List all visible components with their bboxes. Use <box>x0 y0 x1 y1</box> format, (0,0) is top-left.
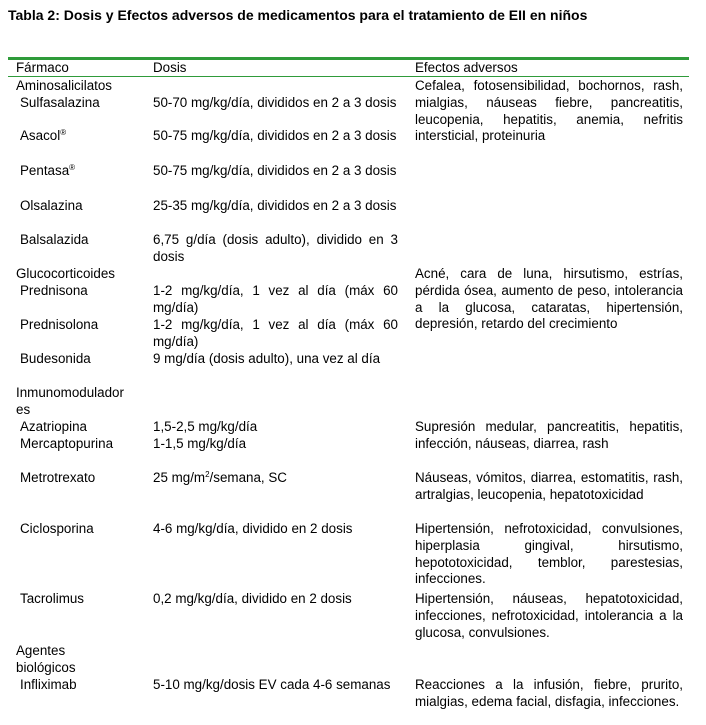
group-glucocorticoides: Glucocorticoides <box>16 266 115 281</box>
drug-dose: 6,75 g/día (dosis adulto), dividido en 3 dosis <box>153 232 398 264</box>
drug-effects: Reacciones a la infusión, fiebre, prurito, mialgias, edema facial, disfagia, infecciones. <box>415 677 683 709</box>
group-biologicos: Agentes biológicos <box>16 643 76 675</box>
drug-name: Budesonida <box>20 351 91 366</box>
drug-name: Infliximab <box>20 677 77 692</box>
drug-effects: Náuseas, vómitos, diarrea, estomatitis, rash, artralgias, leucopenia, hepatotoxicidad <box>415 470 683 502</box>
drug-dose: 9 mg/día (dosis adulto), una vez al día <box>153 351 381 366</box>
drug-name: Balsalazida <box>20 232 89 247</box>
drug-name: Mercaptopurina <box>20 436 114 451</box>
drug-dose: 0,2 mg/kg/día, dividido en 2 dosis <box>153 591 352 606</box>
effects-glucocorticoides: Acné, cara de luna, hirsutismo, estrías, pérdida ósea, aumento de peso, intolerancia a la glucosa, cataratas, hipertensión, depresión, retardo del crecimiento <box>415 266 683 332</box>
drug-dose: 50-70 mg/kg/día, divididos en 2 a 3 dosis <box>153 95 397 110</box>
drug-name: Prednisolona <box>20 317 99 332</box>
drug-effects: Hipertensión, náuseas, hepatotoxicidad, infecciones, nefrotoxicidad, intolerancia a la glucosa, convulsiones. <box>415 591 683 640</box>
table-top-rule <box>8 57 689 60</box>
drug-dose: 50-75 mg/kg/día, divididos en 2 a 3 dosis <box>153 128 397 143</box>
header-dose: Dosis <box>153 60 187 75</box>
registered-mark: ® <box>69 163 76 172</box>
header-drug: Fármaco <box>16 60 69 75</box>
drug-name: Ciclosporina <box>20 521 94 536</box>
drug-dose: 1-2 mg/kg/día, 1 vez al día (máx 60 mg/día) <box>153 283 398 315</box>
drug-effects: Hipertensión, nefrotoxicidad, convulsiones, hiperplasia gingival, hirsutismo, hepototoxicidad, temblor, parestesias, infecciones. <box>415 521 683 587</box>
drug-name: Pentasa® <box>20 163 76 178</box>
drug-dose: 1-2 mg/kg/día, 1 vez al día (máx 60 mg/día) <box>153 317 398 349</box>
effects-thiopurines: Supresión medular, pancreatitis, hepatitis, infección, náuseas, diarrea, rash <box>415 419 683 451</box>
header-effects: Efectos adversos <box>415 60 518 75</box>
header-bottom-rule <box>8 76 689 77</box>
registered-mark: ® <box>60 128 67 137</box>
drug-name: Olsalazina <box>20 198 83 213</box>
drug-dose: 50-75 mg/kg/día, divididos en 2 a 3 dosis <box>153 163 397 178</box>
drug-name: Metrotrexato <box>20 470 96 485</box>
drug-dose: 1-1,5 mg/kg/día <box>153 436 247 451</box>
drug-name: Asacol® <box>20 128 67 143</box>
drug-dose: 25 $mg/m^2$/semana, SC <box>153 470 287 485</box>
drug-name: Azatriopina <box>20 419 87 434</box>
drug-dose: 5-10 mg/kg/dosis EV cada 4-6 semanas <box>153 677 391 692</box>
drug-dose: 25-35 mg/kg/día, divididos en 2 a 3 dosis <box>153 198 397 213</box>
drug-name: Sulfasalazina <box>20 95 100 110</box>
drug-dose: 1,5-2,5 mg/kg/día <box>153 419 258 434</box>
drug-dose: 4-6 mg/kg/día, dividido en 2 dosis <box>153 521 353 536</box>
effects-aminosalicilatos: Cefalea, fotosensibilidad, bochornos, rash, mialgias, náuseas fiebre, pancreatitis, leucopenia, hepatitis, anemia, nefritis intersticial, proteinuria <box>415 78 683 144</box>
group-inmunomoduladores: Inmunomodulador es <box>16 385 124 417</box>
group-aminosalicilatos: Aminosalicilatos <box>16 78 113 93</box>
table-title: Tabla 2: Dosis y Efectos adversos de medicamentos para el tratamiento de EII en niños <box>8 7 588 23</box>
drug-name: Prednisona <box>20 283 88 298</box>
drug-name: Tacrolimus <box>20 591 84 606</box>
